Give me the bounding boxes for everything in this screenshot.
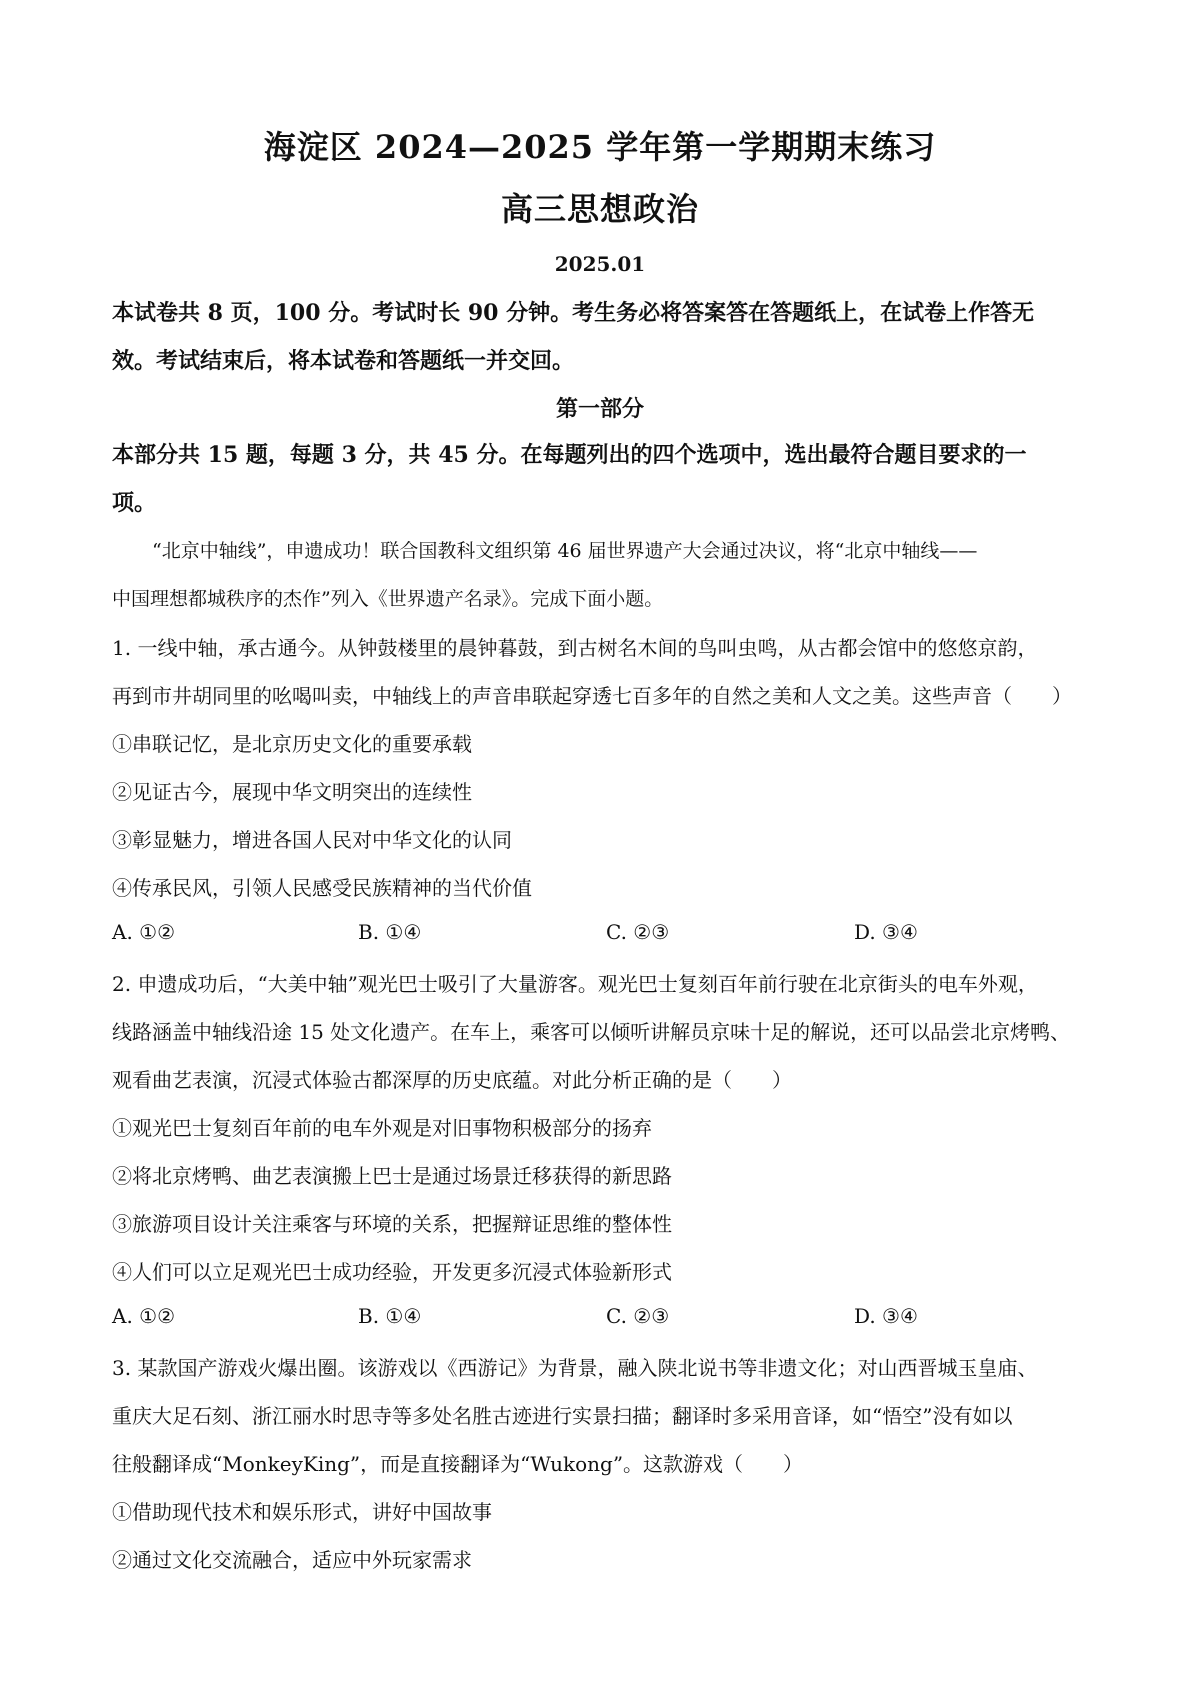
exam-date: 2025.01 [554, 252, 646, 276]
section-intro-line-1: 本部分共 15 题，每题 3 分，共 45 分。在每题列出的四个选项中，选出最符合题目要求的一 [112, 442, 1027, 468]
section-title: 第一部分 [555, 396, 644, 422]
q1-statement-4: ④传承民风，引领人民感受民族精神的当代价值 [112, 876, 532, 900]
q1-statement-3: ③彰显魅力，增进各国人民对中华文化的认同 [112, 828, 512, 852]
q1-option-b[interactable]: B. ①④ [358, 920, 422, 944]
q2-option-b[interactable]: B. ①④ [358, 1304, 422, 1328]
q1-stem-line-2: 再到市井胡同里的吆喝叫卖，中轴线上的声音串联起穿透七百多年的自然之美和人文之美。这些声音（ ） [112, 684, 1072, 708]
q3-statement-1: ①借助现代技术和娱乐形式，讲好中国故事 [112, 1500, 492, 1524]
q1-option-a[interactable]: A. ①② [112, 920, 176, 944]
q3-stem-line-3: 往般翻译成“MonkeyKing”，而是直接翻译为“Wukong”。这款游戏（ ） [112, 1452, 804, 1476]
section-intro-line-2: 项。 [112, 490, 157, 516]
q1-stem-line-1: 1. 一线中轴，承古通今。从钟鼓楼里的晨钟暮鼓，到古树名木间的鸟叫虫鸣，从古都会馆中的悠悠京韵， [112, 636, 1038, 660]
q2-stem-line-3: 观看曲艺表演，沉浸式体验古都深厚的历史底蕴。对此分析正确的是（ ） [112, 1068, 792, 1092]
q2-statement-3: ③旅游项目设计关注乘客与环境的关系，把握辩证思维的整体性 [112, 1212, 672, 1236]
q2-statement-2: ②将北京烤鸭、曲艺表演搬上巴士是通过场景迁移获得的新思路 [112, 1164, 672, 1188]
exam-title: 海淀区 2024—2025 学年第一学期期末练习 [263, 128, 937, 166]
q1-statement-2: ②见证古今，展现中华文明突出的连续性 [112, 780, 472, 804]
q1-option-c[interactable]: C. ②③ [606, 920, 670, 944]
q1-statement-1: ①串联记忆，是北京历史文化的重要承载 [112, 732, 472, 756]
q2-statement-4: ④人们可以立足观光巴士成功经验，开发更多沉浸式体验新形式 [112, 1260, 672, 1284]
exam-subject: 高三思想政治 [500, 190, 699, 228]
q3-stem-line-1: 3. 某款国产游戏火爆出圈。该游戏以《西游记》为背景，融入陕北说书等非遗文化；对山西晋城玉皇庙、 [112, 1356, 1038, 1380]
q3-statement-2: ②通过文化交流融合，适应中外玩家需求 [112, 1548, 472, 1572]
q2-option-a[interactable]: A. ①② [112, 1304, 176, 1328]
q2-option-c[interactable]: C. ②③ [606, 1304, 670, 1328]
q1-option-d[interactable]: D. ③④ [854, 920, 918, 944]
q3-stem-line-2: 重庆大足石刻、浙江丽水时思寺等多处名胜古迹进行实景扫描；翻译时多采用音译，如“悟空”没有如以 [112, 1404, 1013, 1428]
passage-line-1: “北京中轴线”，申遗成功！联合国教科文组织第 46 届世界遗产大会通过决议，将“北京中轴线—— [152, 540, 978, 562]
instructions-line-1: 本试卷共 8 页，100 分。考试时长 90 分钟。考生务必将答案答在答题纸上，在试卷上作答无 [112, 300, 1035, 326]
q2-option-d[interactable]: D. ③④ [854, 1304, 918, 1328]
instructions-line-2: 效。考试结束后，将本试卷和答题纸一并交回。 [112, 348, 575, 374]
passage-line-2: 中国理想都城秩序的杰作”列入《世界遗产名录》。完成下面小题。 [112, 588, 664, 610]
q2-stem-line-1: 2. 申遗成功后，“大美中轴”观光巴士吸引了大量游客。观光巴士复刻百年前行驶在北京街头的电车外观， [112, 972, 1038, 996]
q2-statement-1: ①观光巴士复刻百年前的电车外观是对旧事物积极部分的扬弃 [112, 1116, 652, 1140]
q2-stem-line-2: 线路涵盖中轴线沿途 15 处文化遗产。在车上，乘客可以倾听讲解员京味十足的解说，还可以品尝北京烤鸭、 [112, 1020, 1071, 1044]
